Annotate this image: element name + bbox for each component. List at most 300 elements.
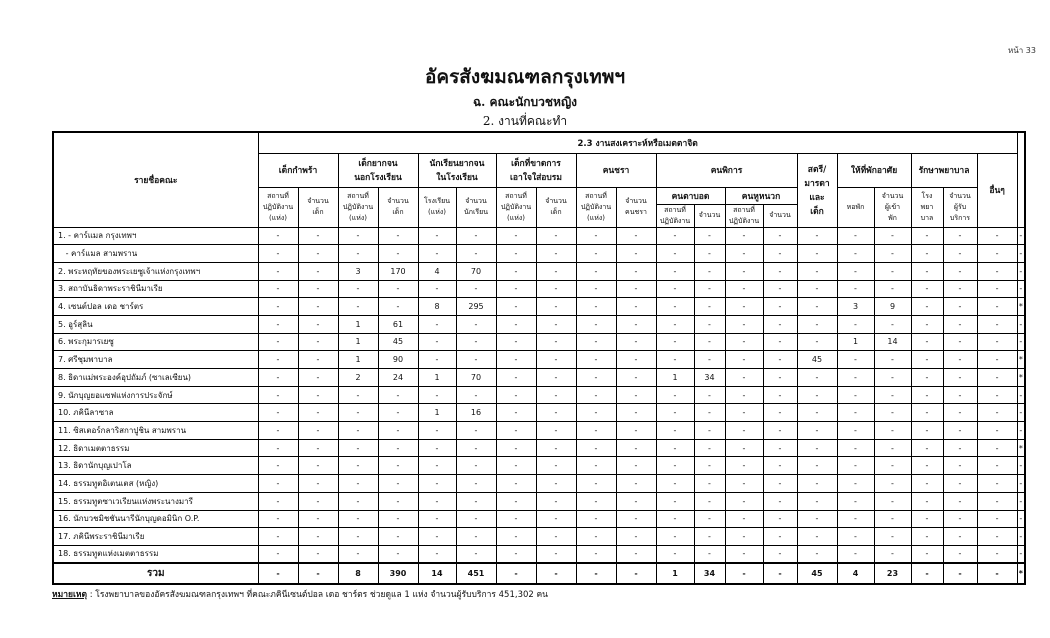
cell-value: - [456, 333, 496, 351]
cell-value: - [725, 457, 763, 475]
total-value: - [911, 563, 943, 584]
cell-value: - [576, 280, 616, 298]
cell-value: - [725, 545, 763, 563]
cell-value: - [911, 404, 943, 422]
cell-value: - [1017, 492, 1025, 510]
footnote [52, 587, 548, 601]
table-row [53, 510, 1025, 528]
cell-value: - [797, 280, 837, 298]
cell-value: 3 [837, 298, 874, 316]
row-name: 8. ธิดาแม่พระองค์อุปถัมภ์ (ซาเลเซียน) [53, 369, 258, 387]
cell-value: * [1017, 439, 1025, 457]
cell-value: - [943, 457, 977, 475]
cell-value: - [1017, 422, 1025, 440]
cell-value: - [496, 422, 536, 440]
cell-value: - [338, 280, 378, 298]
table-row [53, 386, 1025, 404]
cell-value: - [656, 492, 694, 510]
cell-value: - [763, 457, 797, 475]
cell-value: - [576, 227, 616, 245]
cell-value: - [536, 280, 576, 298]
cell-value: - [1017, 528, 1025, 546]
cell-value: - [1017, 262, 1025, 280]
cell-value: - [258, 422, 298, 440]
cell-value: - [977, 510, 1017, 528]
cell-value: - [837, 492, 874, 510]
cell-value: - [378, 475, 418, 493]
cell-value: - [943, 227, 977, 245]
cell-value: - [378, 404, 418, 422]
cell-value: - [1017, 404, 1025, 422]
cell-value: - [378, 492, 418, 510]
cell-value: - [977, 315, 1017, 333]
cell-value: - [418, 439, 456, 457]
cell-value: - [797, 492, 837, 510]
cell-value: - [797, 439, 837, 457]
cell-value: - [378, 510, 418, 528]
cell-value: - [977, 545, 1017, 563]
subheader-count: จำนวน [763, 204, 797, 227]
subheader-count: จำนวน เด็ก [298, 187, 338, 227]
cell-value: - [911, 422, 943, 440]
cell-value: - [258, 245, 298, 263]
cell-value: - [496, 545, 536, 563]
cell-value: - [694, 262, 725, 280]
cell-value: - [338, 298, 378, 316]
cell-value: - [536, 351, 576, 369]
table-row [53, 280, 1025, 298]
cell-value: - [258, 386, 298, 404]
cell-value: - [874, 280, 911, 298]
row-name: 15. ธรรมทูตซาเวเรียนแห่งพระนางมารี [53, 492, 258, 510]
cell-value: - [943, 369, 977, 387]
total-label: รวม [53, 563, 258, 584]
cell-value: - [763, 386, 797, 404]
cell-value: - [797, 422, 837, 440]
cell-value: - [298, 280, 338, 298]
cell-value: - [943, 545, 977, 563]
header-poor-children: เด็กยากจน นอกโรงเรียน [338, 153, 418, 187]
cell-value: - [616, 227, 656, 245]
cell-value: - [298, 298, 338, 316]
subheader-place: สถานที่ ปฏิบัติงาน [725, 204, 763, 227]
cell-value: 1 [338, 315, 378, 333]
cell-value: - [576, 475, 616, 493]
cell-value: - [616, 475, 656, 493]
cell-value: - [378, 422, 418, 440]
cell-value: - [576, 510, 616, 528]
cell-value: - [943, 298, 977, 316]
cell-value: - [536, 422, 576, 440]
cell-value: - [874, 351, 911, 369]
cell-value: - [496, 245, 536, 263]
cell-value: - [763, 227, 797, 245]
cell-value: - [977, 280, 1017, 298]
cell-value: - [536, 439, 576, 457]
cell-value: - [837, 545, 874, 563]
cell-value: - [456, 439, 496, 457]
total-value: - [298, 563, 338, 584]
cell-value: - [258, 351, 298, 369]
cell-value: - [763, 510, 797, 528]
table-row [53, 262, 1025, 280]
row-name: 12. ธิดาเมตตาธรรม [53, 439, 258, 457]
cell-value: - [616, 369, 656, 387]
cell-value: - [874, 404, 911, 422]
cell-value: 70 [456, 262, 496, 280]
cell-value: - [338, 545, 378, 563]
cell-value: - [837, 528, 874, 546]
cell-value: - [656, 386, 694, 404]
cell-value: - [1017, 475, 1025, 493]
cell-value: - [258, 369, 298, 387]
cell-value: - [943, 528, 977, 546]
cell-value: - [694, 298, 725, 316]
cell-value: - [616, 528, 656, 546]
subheader-count: จำนวน เด็ก [378, 187, 418, 227]
cell-value: - [456, 351, 496, 369]
cell-value: - [694, 351, 725, 369]
cell-value: - [338, 492, 378, 510]
cell-value: 4 [418, 262, 456, 280]
cell-value: - [874, 528, 911, 546]
cell-value: - [874, 457, 911, 475]
cell-value: - [418, 333, 456, 351]
cell-value: - [977, 262, 1017, 280]
cell-value: 8 [418, 298, 456, 316]
cell-value: - [656, 404, 694, 422]
cell-value: - [874, 422, 911, 440]
cell-value: - [977, 333, 1017, 351]
cell-value: - [338, 422, 378, 440]
cell-value: - [943, 492, 977, 510]
cell-value: - [496, 298, 536, 316]
cell-value: - [1017, 333, 1025, 351]
cell-value: - [911, 386, 943, 404]
cell-value: - [536, 528, 576, 546]
total-value: - [496, 563, 536, 584]
cell-value: 1 [418, 404, 456, 422]
cell-value: - [797, 404, 837, 422]
cell-value: - [797, 386, 837, 404]
cell-value: - [837, 245, 874, 263]
cell-value: - [456, 528, 496, 546]
cell-value: - [797, 510, 837, 528]
cell-value: - [1017, 227, 1025, 245]
cell-value: * [1017, 298, 1025, 316]
cell-value: - [837, 386, 874, 404]
cell-value: - [911, 369, 943, 387]
cell-value: - [763, 315, 797, 333]
cell-value: - [837, 227, 874, 245]
row-name: 10. ภคินีลาซาล [53, 404, 258, 422]
cell-value: - [576, 315, 616, 333]
total-value: - [576, 563, 616, 584]
cell-value: - [418, 386, 456, 404]
cell-value: - [496, 528, 536, 546]
cell-value: - [911, 439, 943, 457]
header-shelter: ให้ที่พักอาศัย [837, 153, 911, 187]
cell-value: - [656, 528, 694, 546]
cell-value: - [298, 404, 338, 422]
cell-value: 295 [456, 298, 496, 316]
cell-value: - [298, 492, 338, 510]
cell-value: - [496, 439, 536, 457]
row-name: 4. เซนต์ปอล เดอ ชาร์ตร [53, 298, 258, 316]
cell-value: 14 [874, 333, 911, 351]
subheader-count: จำนวน [694, 204, 725, 227]
cell-value: - [378, 386, 418, 404]
cell-value: - [656, 280, 694, 298]
subheader-count: จำนวน นักเรียน [456, 187, 496, 227]
cell-value: - [837, 510, 874, 528]
cell-value: - [725, 404, 763, 422]
cell-value: - [656, 298, 694, 316]
cell-value: - [837, 280, 874, 298]
cell-value: - [763, 280, 797, 298]
table-row [53, 439, 1025, 457]
table-row [53, 475, 1025, 493]
cell-value: - [418, 510, 456, 528]
page-subtitle: ฉ. คณะนักบวชหญิง [472, 95, 578, 109]
cell-value: - [258, 510, 298, 528]
cell-value: - [616, 510, 656, 528]
cell-value: - [536, 475, 576, 493]
cell-value: - [576, 245, 616, 263]
total-value: 8 [338, 563, 378, 584]
cell-value: - [258, 227, 298, 245]
subheader-deaf: คนหูหนวก [725, 187, 797, 204]
cell-value: - [725, 492, 763, 510]
cell-value: - [874, 439, 911, 457]
cell-value: - [338, 510, 378, 528]
cell-value: - [694, 492, 725, 510]
cell-value: - [616, 457, 656, 475]
cell-value: - [418, 351, 456, 369]
cell-value: - [797, 545, 837, 563]
cell-value: - [616, 351, 656, 369]
cell-value: - [725, 280, 763, 298]
cell-value: 2 [338, 369, 378, 387]
table-row [53, 227, 1025, 245]
total-value: - [616, 563, 656, 584]
cell-value: - [911, 298, 943, 316]
cell-value: - [911, 227, 943, 245]
cell-value: - [418, 545, 456, 563]
row-name: 14. ธรรมทูตอิเตนเตส (หญิง) [53, 475, 258, 493]
cell-value: - [298, 439, 338, 457]
cell-value: - [496, 280, 536, 298]
cell-value: - [456, 510, 496, 528]
group-header: 2.3 งานสงเคราะห์หรือเมตตาจิต [258, 132, 1017, 153]
cell-value: - [977, 386, 1017, 404]
cell-value: - [576, 262, 616, 280]
table-row [53, 315, 1025, 333]
cell-value: - [943, 475, 977, 493]
cell-value: - [694, 386, 725, 404]
cell-value: - [694, 333, 725, 351]
header-nursing: รักษาพยาบาล [911, 153, 977, 187]
cell-value: - [456, 492, 496, 510]
cell-value: - [763, 492, 797, 510]
cell-value: - [725, 333, 763, 351]
cell-value: - [763, 262, 797, 280]
cell-value: - [576, 351, 616, 369]
cell-value: - [378, 528, 418, 546]
cell-value: - [725, 351, 763, 369]
cell-value: - [977, 475, 1017, 493]
subheader-place: สถานที่ ปฏิบัติงาน (แห่ง) [258, 187, 298, 227]
cell-value: - [496, 386, 536, 404]
cell-value: - [943, 386, 977, 404]
cell-value: - [874, 545, 911, 563]
cell-value: - [656, 245, 694, 263]
cell-value: - [874, 315, 911, 333]
cell-value: - [874, 245, 911, 263]
cell-value: - [694, 245, 725, 263]
total-value: 451 [456, 563, 496, 584]
cell-value: - [725, 227, 763, 245]
cell-value: - [725, 298, 763, 316]
cell-value: - [616, 262, 656, 280]
cell-value: * [1017, 369, 1025, 387]
cell-value: - [837, 315, 874, 333]
cell-value: - [797, 528, 837, 546]
cell-value: - [576, 457, 616, 475]
cell-value: 16 [456, 404, 496, 422]
cell-value: - [616, 404, 656, 422]
cell-value: - [338, 404, 378, 422]
cell-value: - [258, 333, 298, 351]
header-others: อื่นๆ [977, 153, 1017, 227]
cell-value: 90 [378, 351, 418, 369]
total-value: 34 [694, 563, 725, 584]
cell-value: - [536, 262, 576, 280]
table-row [53, 545, 1025, 563]
subheader-blind: คนตาบอด [656, 187, 725, 204]
cell-value: - [496, 369, 536, 387]
cell-value: - [536, 386, 576, 404]
cell-value: - [694, 510, 725, 528]
cell-value: - [694, 457, 725, 475]
cell-value: - [258, 457, 298, 475]
cell-value: - [763, 333, 797, 351]
header-orphans: เด็กกำพร้า [258, 153, 338, 187]
cell-value: - [837, 262, 874, 280]
subheader-count: จำนวน เด็ก [536, 187, 576, 227]
cell-value: - [797, 245, 837, 263]
table-row [53, 457, 1025, 475]
cell-value: - [616, 298, 656, 316]
cell-value: - [576, 528, 616, 546]
cell-value: - [977, 528, 1017, 546]
cell-value: - [943, 315, 977, 333]
subheader-dorm: หอพัก [837, 187, 874, 227]
table-row [53, 245, 1025, 263]
cell-value: - [911, 262, 943, 280]
cell-value: - [378, 457, 418, 475]
cell-value: - [694, 422, 725, 440]
header-elderly: คนชรา [576, 153, 656, 187]
cell-value: - [1017, 280, 1025, 298]
row-name: 6. พระกุมารเยซู [53, 333, 258, 351]
cell-value: - [911, 333, 943, 351]
total-row [53, 563, 1025, 584]
cell-value: - [496, 404, 536, 422]
total-value: 23 [874, 563, 911, 584]
cell-value: - [576, 422, 616, 440]
cell-value: - [496, 333, 536, 351]
cell-value: - [977, 245, 1017, 263]
cell-value: - [911, 528, 943, 546]
cell-value: 1 [837, 333, 874, 351]
cell-value: - [338, 227, 378, 245]
cell-value: - [977, 351, 1017, 369]
cell-value: - [418, 280, 456, 298]
cell-value: - [763, 369, 797, 387]
cell-value: - [258, 528, 298, 546]
cell-value: - [763, 439, 797, 457]
cell-value: - [874, 510, 911, 528]
cell-value: - [694, 227, 725, 245]
cell-value: - [943, 245, 977, 263]
cell-value: 61 [378, 315, 418, 333]
cell-value: - [258, 315, 298, 333]
cell-value: - [943, 262, 977, 280]
cell-value: - [536, 457, 576, 475]
cell-value: - [298, 457, 338, 475]
table-row [53, 298, 1025, 316]
cell-value: - [456, 457, 496, 475]
cell-value: - [616, 280, 656, 298]
cell-value: - [258, 492, 298, 510]
table-row [53, 369, 1025, 387]
cell-value: - [694, 280, 725, 298]
total-value: - [943, 563, 977, 584]
cell-value: - [456, 280, 496, 298]
cell-value: - [1017, 315, 1025, 333]
row-name: 5. อูร์สุลิน [53, 315, 258, 333]
cell-value: - [694, 315, 725, 333]
header-disabled: คนพิการ [656, 153, 797, 187]
cell-value: - [725, 262, 763, 280]
cell-value: - [456, 475, 496, 493]
cell-value: - [656, 545, 694, 563]
cell-value: - [496, 475, 536, 493]
cell-value: - [911, 245, 943, 263]
cell-value: - [298, 528, 338, 546]
cell-value: - [378, 227, 418, 245]
cell-value: - [616, 439, 656, 457]
cell-value: - [797, 227, 837, 245]
cell-value: - [576, 298, 616, 316]
cell-value: - [576, 386, 616, 404]
cell-value: - [1017, 245, 1025, 263]
cell-value: - [797, 315, 837, 333]
cell-value: - [576, 439, 616, 457]
cell-value: - [911, 545, 943, 563]
cell-value: - [656, 333, 694, 351]
subheader-residents: จำนวน ผู้เข้า พัก [874, 187, 911, 227]
cell-value: - [536, 492, 576, 510]
cell-value: - [258, 439, 298, 457]
cell-value: - [656, 315, 694, 333]
data-table [52, 131, 1026, 585]
cell-value: - [298, 386, 338, 404]
row-name: 17. ภคินีพระราชินีมาเรีย [53, 528, 258, 546]
cell-value: - [258, 404, 298, 422]
cell-value: - [1017, 386, 1025, 404]
